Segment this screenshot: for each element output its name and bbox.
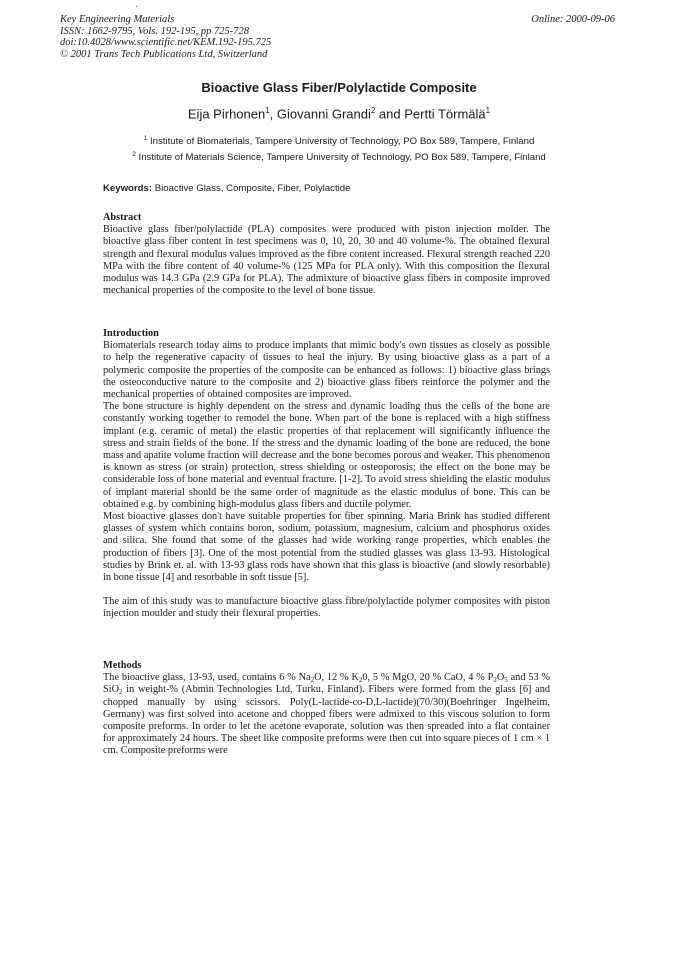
abstract-text: Bioactive glass fiber/polylactide (PLA) composites were produced with piston injection molder. The bioactive glass fiber content in test specimens was 0, 10, 20, 30 and 40 volume-%. The obtained flexural strength and flexural modulus values improved as the fibre content increased. Flexural strength reached 220 MPa with the fibre content of 40 volume-% (125 MPa for PLA only). With this composition the flexural modulus was 14.3 GPa (2.9 GPa for PLA). The admixture of bioactive glass fibers in composite improved mechanical properties of the composite to the level of bone tissue. — [103, 224, 550, 297]
text-run: in weight-% (Abmin Technologies Ltd, Turku, Finland). Fibers were formed from the glass [6] and chopped manually by using scissors. Poly(L-lactide-co-D,L-lactide)(70/30)(Boehringer Ingelheim, Germany) was first solved into acetone and chopped fibers were admixed to this viscous solution to form composite preforms. In order to let the acetone evaporate, solution was then spreaded into a flat container for approximately 24 hours. The sheet like composite preforms were then cut into square pieces of 1 cm × 1 cm. Composite preforms were — [103, 684, 550, 757]
affiliation-mark: 1 — [143, 135, 148, 142]
methods-heading: Methods — [103, 660, 142, 671]
affiliation-text: Institute of Materials Science, Tampere University of Technology, PO Box 589, Tampere, Finland — [138, 152, 546, 164]
journal-header — [60, 14, 271, 60]
abstract-section — [103, 212, 550, 297]
text-run: O, 12 % K — [314, 672, 359, 684]
doi-line[interactable]: doi:10.4028/www.scientific.net/KEM.192-195.725 — [60, 37, 272, 48]
subscript: 2 — [119, 688, 123, 697]
author-affil-mark: 2 — [370, 106, 376, 115]
affiliation-text: Institute of Biomaterials, Tampere University of Technology, PO Box 589, Tampere, Finland — [150, 136, 535, 148]
methods-section — [103, 660, 550, 758]
text-run: The bioactive glass, 13-93, used, contains 6 % Na — [103, 672, 311, 684]
scan-mark: · — [135, 2, 139, 13]
paragraph: Most bioactive glasses don't have suitable properties for fiber spinning. Maria Brink has studied different glasses of system which contains boron, sodium, potassium, magnesium, calcium and phosphorus oxides and silica. She found that some of the glasses had wide working range properties, which enables the production of fibers [3]. One of the most potential from the studied glasses was glass 13-93. Histological studies by Brink et. al. with 13-93 glass rods have shown that this glass is bioactive (and slowly resorbable) in bone tissue [4] and resorbable in soft tissue [5]. — [103, 511, 550, 584]
keywords-label: Keywords: — [103, 183, 153, 194]
text-run: O — [496, 672, 505, 684]
copyright-line: © 2001 Trans Tech Publications Ltd, Switzerland — [60, 48, 268, 60]
affiliation — [0, 135, 678, 147]
subscript: 2 — [358, 676, 363, 685]
paragraph: Biomaterials research today aims to produce implants that mimic body's own tissues as closely as possible to help the regenerative capacity of tissues to heal the injury. By using bioactive glass as a part of a polymeric composite the properties of the composite can be enhanced as follows: 1) bioactive glass brings the osteoconductive nature to the composite and 2) bioactive glass fibers reinforce the polymer and the mechanical properties of obtained composites are improved. — [103, 340, 550, 401]
introduction-heading: Introduction — [103, 328, 159, 339]
author-separator: and — [375, 106, 405, 122]
affiliation-mark: 2 — [132, 151, 136, 158]
author-name: Giovanni Grandi — [276, 106, 371, 122]
text-run: and 53 % SiO — [103, 672, 550, 696]
paragraph: The bone structure is highly dependent on the stress and dynamic loading thus the cells of the bone are constantly working together to remodel the bone. When part of the bone is replaced with a high stiffness implant (e.g. ceramic of metal) the elastic properties of that replacement will significantly influence the stress and strain fields of the bone. If the stress and the dynamic loading of the bone are reduced, the bone mass and apatite volume fraction will decrease and the bone becomes porous and weaker. This phenomenon is known as stress (or strain) protection, stress shielding or osteoporosis; the effect on the bone may be considerable loss of bone material and eventual fracture. [1-2]. To avoid stress shielding the elastic modulus of implant material should be the same order of magnitude as the elastic modulus of bone. This can be obtained e.g. by combining high-modulus glass fibers and ductile polymer. — [103, 401, 550, 510]
affiliation — [0, 151, 678, 163]
abstract-heading: Abstract — [103, 212, 142, 223]
introduction-section — [103, 328, 550, 621]
online-date: Online: 2000-09-06 — [531, 14, 615, 25]
issn-line: ISSN: 1662-9795, Vols. 192-195, pp 725-728 — [60, 25, 249, 37]
author-affil-mark: 1 — [485, 106, 491, 115]
paragraph: The aim of this study was to manufacture bioactive glass fibre/polylactide polymer composites with piston injection moulder and study their flexural properties. — [103, 596, 550, 620]
subscript: 2 — [493, 676, 497, 685]
text-run: 0, 5 % MgO, 20 % CaO, 4 % P — [362, 672, 494, 684]
author-affil-mark: 1 — [265, 106, 270, 115]
journal-name: Key Engineering Materials — [60, 14, 175, 25]
author-name: Pertti Törmälä — [404, 106, 486, 122]
subscript: 2 — [310, 676, 315, 685]
subscript: 5 — [504, 676, 508, 685]
author-list — [0, 106, 678, 121]
keywords — [103, 183, 350, 194]
author-name: Eija Pirhonen — [187, 106, 266, 122]
author-separator: , — [269, 106, 277, 122]
paragraph — [103, 672, 550, 757]
keywords-text: Bioactive Glass, Composite, Fiber, Polylactide — [154, 183, 351, 194]
paper-title: Bioactive Glass Fiber/Polylactide Composite — [201, 80, 477, 95]
